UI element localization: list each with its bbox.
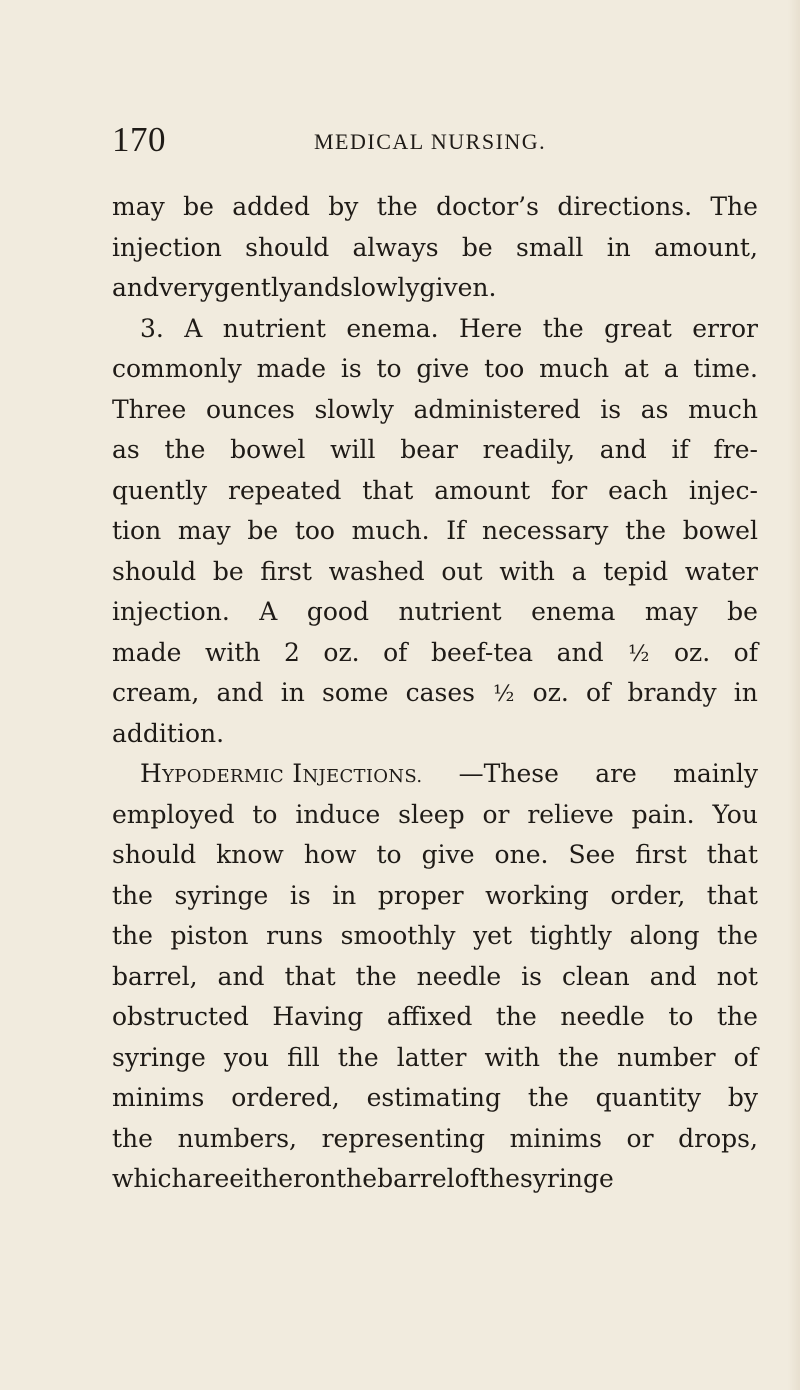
word: to	[376, 840, 402, 869]
word: always	[352, 232, 439, 262]
text-line	[112, 390, 758, 431]
word: runs	[266, 921, 324, 950]
word: with	[204, 637, 261, 667]
word: will	[330, 435, 376, 464]
text-line	[112, 957, 758, 998]
word: small	[515, 232, 584, 262]
word: beef-tea	[430, 637, 534, 667]
word: either	[229, 1164, 305, 1193]
word: readily,	[482, 435, 576, 464]
word: and	[599, 435, 647, 464]
word: oz.	[532, 678, 569, 707]
word: enema	[531, 597, 616, 626]
word: repeated	[228, 475, 342, 505]
word: syringe	[519, 1164, 614, 1193]
word: directions.	[557, 192, 693, 221]
word: is	[600, 394, 622, 424]
word: good	[306, 597, 369, 626]
text-line	[112, 876, 758, 917]
text-line	[112, 714, 758, 755]
word: Three	[112, 394, 187, 424]
word: nutrient	[398, 597, 502, 626]
word: nutrient	[222, 313, 326, 343]
word: be	[461, 232, 493, 262]
text-line	[112, 633, 758, 674]
word: commonly	[112, 354, 242, 383]
word: the	[717, 921, 758, 950]
word: of	[733, 637, 758, 667]
word: as	[640, 394, 669, 424]
word: of	[454, 1164, 479, 1193]
word: time.	[693, 354, 758, 383]
word: along	[629, 921, 700, 950]
word: the	[336, 1164, 378, 1193]
word: needle	[416, 961, 502, 991]
word: each	[608, 475, 668, 505]
word: how	[303, 840, 357, 869]
word: first	[635, 840, 687, 869]
word: tightly	[529, 921, 612, 950]
word: quently	[112, 475, 208, 505]
word: yet	[473, 921, 513, 950]
word: minims	[509, 1123, 602, 1153]
word: as	[112, 435, 140, 464]
word: should	[112, 840, 197, 869]
fraction-one-half: ½	[493, 682, 515, 707]
word: the	[355, 961, 397, 991]
word: a	[663, 354, 679, 383]
word: at	[623, 354, 649, 383]
word: the	[478, 1164, 520, 1193]
word: syringe	[112, 1042, 206, 1072]
text-line	[112, 997, 758, 1038]
page-edge-shadow	[788, 0, 800, 1390]
word: amount	[434, 475, 531, 505]
word: be	[247, 516, 279, 545]
word: of	[733, 1042, 758, 1072]
word: is	[340, 354, 362, 383]
word: the	[527, 1083, 569, 1112]
word: water	[684, 556, 758, 586]
word: much	[688, 394, 758, 424]
word: bowel	[682, 516, 758, 545]
word: added	[232, 192, 310, 221]
word: give	[416, 354, 470, 383]
word: made	[256, 354, 326, 383]
word: proper	[377, 880, 464, 910]
word: necessary	[482, 516, 609, 545]
word: doctor’s	[436, 192, 539, 221]
word: if	[671, 435, 689, 464]
word: not	[716, 961, 758, 991]
text-line	[112, 916, 758, 957]
word: addition.	[112, 718, 225, 748]
word: tepid	[603, 556, 669, 586]
word: the	[112, 921, 153, 950]
word: out	[441, 556, 483, 586]
text-line	[112, 754, 758, 795]
word: be	[183, 192, 214, 221]
word: in	[606, 232, 631, 262]
word: one.	[494, 840, 549, 869]
word: great	[604, 313, 672, 343]
word: on	[304, 1164, 337, 1193]
text-line	[112, 835, 758, 876]
word: should	[245, 232, 330, 262]
word: 2	[284, 637, 300, 667]
word: fill	[287, 1042, 320, 1072]
word: fre-	[713, 435, 758, 464]
word: employed	[112, 799, 235, 829]
text-line	[112, 673, 758, 714]
word: in	[332, 880, 357, 910]
word: are	[187, 1164, 230, 1193]
word: the	[495, 1002, 537, 1031]
word: washed	[328, 556, 425, 586]
word: which	[112, 1164, 188, 1193]
word: clean	[561, 961, 630, 991]
word: The	[710, 192, 758, 221]
word: number	[616, 1042, 716, 1072]
text-line	[112, 268, 758, 309]
word: syringe	[174, 880, 269, 910]
word: You	[712, 799, 758, 829]
word: much.	[351, 516, 430, 545]
word: to	[668, 1002, 694, 1031]
word: some	[322, 678, 389, 707]
word: by	[328, 192, 359, 221]
word: the	[542, 313, 584, 343]
word: administered	[413, 394, 581, 424]
word: and	[217, 961, 265, 991]
word: Here	[459, 313, 523, 343]
word: to	[252, 799, 278, 829]
word: made	[112, 637, 182, 667]
word: and	[649, 961, 697, 991]
word: the	[112, 1123, 153, 1153]
word: for	[551, 475, 588, 505]
word: very	[159, 273, 215, 302]
text-line	[112, 430, 758, 471]
word: Having	[272, 1002, 364, 1031]
word: smoothly	[340, 921, 456, 950]
word: is	[521, 961, 542, 991]
text-line	[112, 309, 758, 350]
word: induce	[295, 799, 381, 829]
word: give	[421, 840, 475, 869]
word: and	[112, 273, 160, 302]
word: piston	[170, 921, 249, 950]
word: sleep	[398, 799, 465, 829]
word: injec-	[688, 475, 758, 505]
text-line	[112, 511, 758, 552]
word: and	[216, 678, 264, 707]
word: the	[376, 192, 418, 221]
word: minims	[112, 1083, 205, 1112]
fraction-one-half: ½	[628, 641, 650, 667]
word: with	[484, 1042, 541, 1072]
word: estimating	[366, 1083, 501, 1112]
word: tion	[112, 516, 162, 545]
word: If	[446, 516, 466, 545]
word: be	[727, 597, 758, 626]
text-line	[112, 349, 758, 390]
word: mainly	[673, 759, 758, 788]
running-title: MEDICAL NURSING.	[314, 129, 547, 154]
word: error	[692, 313, 758, 343]
word: ounces	[205, 394, 295, 424]
word: 3.	[140, 313, 164, 343]
word: given.	[419, 273, 497, 302]
body-text	[112, 187, 758, 1200]
word: too	[484, 354, 525, 383]
word: the	[164, 435, 206, 464]
word: barrel	[377, 1164, 455, 1193]
word: ordered,	[231, 1083, 340, 1112]
word: be	[212, 556, 244, 586]
word: —These	[458, 759, 559, 788]
text-line	[112, 187, 758, 228]
word: that	[362, 475, 414, 505]
word: that	[706, 840, 758, 869]
word: representing	[321, 1123, 485, 1153]
word: latter	[396, 1042, 467, 1072]
word: that	[706, 880, 758, 910]
text-line	[112, 1078, 758, 1119]
word: affixed	[386, 1002, 473, 1031]
word: A	[184, 313, 203, 343]
word: the	[112, 880, 153, 910]
word: order,	[610, 880, 686, 910]
word: cases	[405, 678, 475, 707]
word: in	[280, 678, 305, 707]
word: of	[586, 678, 611, 707]
word: should	[112, 556, 197, 586]
word: the	[558, 1042, 599, 1072]
word: See	[568, 840, 616, 869]
word: relieve	[527, 799, 614, 829]
word: you	[223, 1042, 270, 1072]
word: injection	[112, 232, 222, 262]
word: by	[727, 1083, 758, 1112]
word: needle	[560, 1002, 645, 1031]
section-heading: HYPODERMIC INJECTIONS.	[140, 759, 423, 788]
word: working	[485, 880, 589, 910]
text-line	[112, 552, 758, 593]
word: bowel	[230, 435, 306, 464]
word: are	[595, 759, 637, 788]
word: may	[112, 192, 165, 221]
text-line	[112, 1038, 758, 1079]
word: cream,	[112, 678, 200, 707]
word: and	[293, 273, 341, 302]
word: slowly	[340, 273, 420, 302]
word: oz.	[323, 637, 360, 667]
word: pain.	[631, 799, 695, 829]
word: the	[625, 516, 667, 545]
word: injection.	[112, 597, 230, 626]
text-line	[112, 1159, 758, 1200]
text-line	[112, 1119, 758, 1160]
word: know	[216, 840, 284, 869]
word: or	[482, 799, 510, 829]
running-head	[112, 118, 758, 162]
word: too	[294, 516, 335, 545]
word: the	[717, 1002, 758, 1031]
word: A	[259, 597, 278, 626]
word: and	[556, 637, 604, 667]
page-number: 170	[112, 120, 166, 159]
word: much	[539, 354, 610, 383]
text-line	[112, 795, 758, 836]
word: to	[376, 354, 402, 383]
word: that	[284, 961, 336, 991]
word: in	[733, 678, 758, 707]
word: is	[289, 880, 311, 910]
word: may	[644, 597, 698, 626]
text-line	[112, 592, 758, 633]
word: may	[177, 516, 231, 545]
text-line	[112, 471, 758, 512]
word: brandy	[627, 678, 717, 707]
word: bear	[400, 435, 458, 464]
word: slowly	[314, 394, 394, 424]
word: of	[383, 637, 408, 667]
word: drops,	[678, 1123, 758, 1153]
word: oz.	[673, 637, 711, 667]
word: first	[260, 556, 312, 586]
word: barrel,	[112, 961, 198, 991]
word: gently	[214, 273, 294, 302]
word: obstructed	[112, 1002, 249, 1031]
word: a	[571, 556, 587, 586]
word: the	[337, 1042, 379, 1072]
word: amount,	[654, 232, 758, 262]
word: enema.	[346, 313, 439, 343]
word: quantity	[595, 1083, 701, 1112]
word: or	[626, 1123, 654, 1153]
word: with	[499, 556, 555, 586]
word: numbers,	[177, 1123, 297, 1153]
text-line	[112, 228, 758, 269]
